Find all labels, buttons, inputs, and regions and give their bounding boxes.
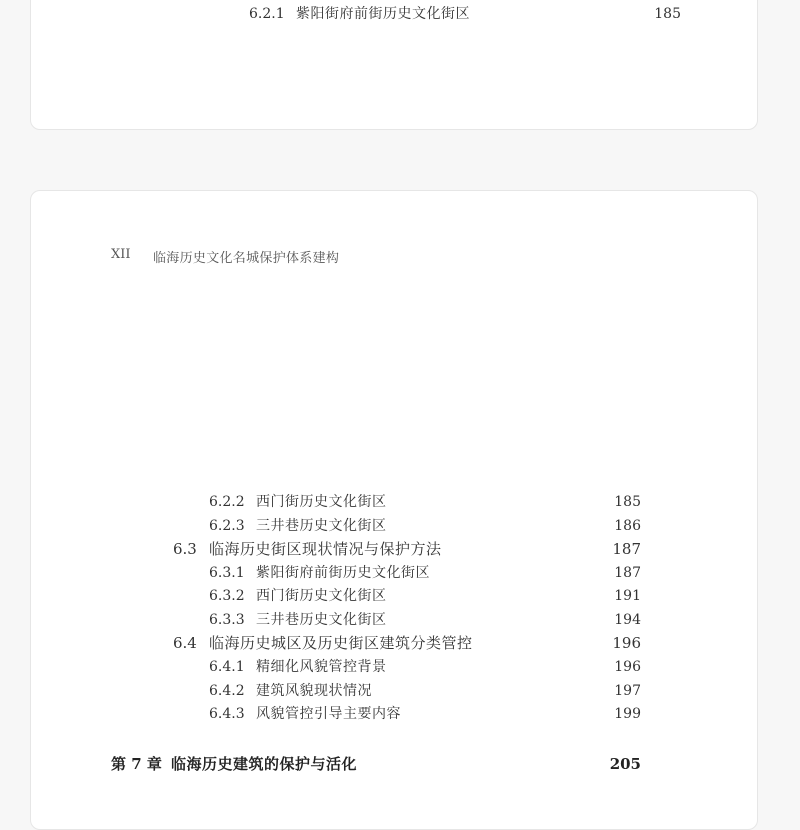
toc-entry-title: 紫阳街府前街历史文化街区 [296, 6, 470, 22]
toc-entry-number: 6.3.2 [209, 588, 245, 604]
toc-entry-number: 6.3 [173, 540, 197, 558]
toc-entry-number: 6.3.1 [209, 565, 245, 581]
previous-page [30, 0, 758, 130]
toc-entry-number: 6.4.2 [209, 683, 245, 699]
toc-entry-title: 精细化风貌管控背景 [256, 659, 387, 675]
toc-chapter-number: 第 7 章 [111, 755, 162, 773]
toc-entry-page: 186 [614, 518, 641, 534]
toc-entry-page: 185 [654, 6, 681, 22]
toc-entry-page: 194 [614, 612, 641, 628]
toc-entry-title: 紫阳街府前街历史文化街区 [256, 565, 430, 581]
toc-chapter-page: 205 [609, 755, 641, 773]
toc-entry-number: 6.2.1 [249, 6, 285, 22]
toc-entry-page: 196 [614, 659, 641, 675]
toc-entry-title: 三井巷历史文化街区 [256, 518, 387, 534]
toc-entry-number: 6.2.3 [209, 518, 245, 534]
toc-entry-page: 185 [614, 494, 641, 510]
toc-entry-number: 6.2.2 [209, 494, 245, 510]
toc-entry-title: 风貌管控引导主要内容 [256, 706, 401, 722]
toc-entry-title: 临海历史城区及历史街区建筑分类管控 [209, 634, 473, 652]
toc-entry-title: 临海历史街区现状情况与保护方法 [209, 540, 442, 558]
current-page [30, 190, 758, 830]
toc-entry-title: 西门街历史文化街区 [256, 588, 387, 604]
book-title: 临海历史文化名城保护体系建构 [153, 251, 340, 266]
toc-entry-number: 6.4 [173, 634, 197, 652]
toc-entry-page: 199 [614, 706, 641, 722]
toc-entry-title: 西门街历史文化街区 [256, 494, 387, 510]
toc-entry-number: 6.3.3 [209, 612, 245, 628]
toc-entry-page: 197 [614, 683, 641, 699]
toc-entry-page: 187 [612, 540, 641, 558]
page-roman-numeral: XII [111, 247, 131, 262]
toc-chapter-title: 临海历史建筑的保护与活化 [171, 755, 358, 773]
toc-entry-title: 建筑风貌现状情况 [256, 683, 372, 699]
toc-entry-page: 196 [612, 634, 641, 652]
toc-entry-page: 187 [614, 565, 641, 581]
toc-entry-number: 6.4.1 [209, 659, 245, 675]
toc-entry-title: 三井巷历史文化街区 [256, 612, 387, 628]
toc-entry-page: 191 [614, 588, 641, 604]
toc-entry-number: 6.4.3 [209, 706, 245, 722]
